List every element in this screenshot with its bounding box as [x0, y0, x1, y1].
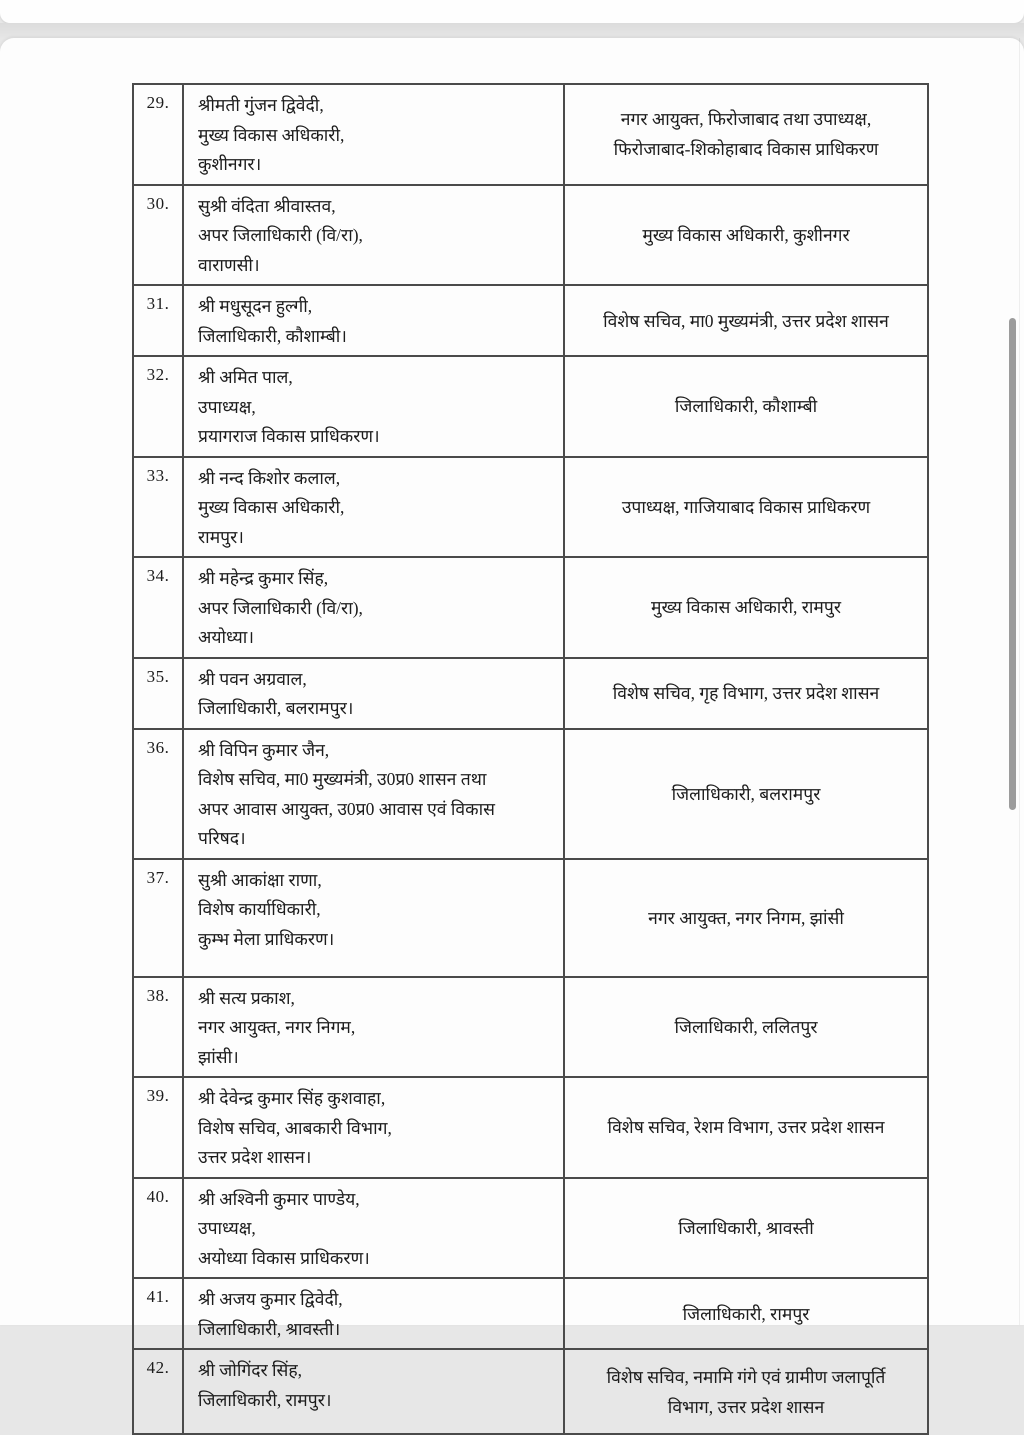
officer-line: झांसी। [198, 1046, 239, 1067]
table-row [133, 457, 928, 558]
officer-line: विशेष सचिव, आबकारी विभाग, [198, 1117, 392, 1138]
serial-number: 34. [133, 557, 183, 658]
new-posting-cell [564, 1178, 928, 1279]
new-posting-cell [564, 729, 928, 859]
new-posting-cell [564, 859, 928, 977]
posting-text: नगर आयुक्त, फिरोजाबाद तथा उपाध्यक्ष, फिरोजाबाद-शिकोहाबाद विकास प्राधिकरण [613, 109, 879, 160]
officer-lines [198, 736, 555, 854]
posting-text: जिलाधिकारी, कौशाम्बी [674, 396, 818, 417]
officer-lines [198, 665, 555, 724]
posting-text: जिलाधिकारी, श्रावस्ती [678, 1217, 814, 1238]
table-row [133, 285, 928, 356]
officer-line: उपाध्यक्ष, [198, 1218, 256, 1238]
officer-line: श्री मधुसूदन हुल्गी, [198, 296, 313, 316]
officer-lines [198, 192, 555, 281]
officer-line: जिलाधिकारी, कौशाम्बी। [198, 325, 347, 346]
posting-text: विशेष सचिव, नमामि गंगे एवं ग्रामीण जलापूर्ति विभाग, उत्तर प्रदेश शासन [606, 1366, 886, 1417]
new-posting-cell [564, 356, 928, 457]
previous-page-edge [0, 0, 1024, 23]
officer-line: श्री विपिन कुमार जैन, [198, 739, 330, 760]
officer-line: श्री देवेन्द्र कुमार सिंह कुशवाहा, [198, 1088, 386, 1108]
table-row [133, 977, 928, 1078]
posting-text: नगर आयुक्त, नगर निगम, झांसी [648, 907, 844, 928]
officer-cell [183, 1178, 564, 1279]
table-row [133, 557, 928, 658]
officer-line: सुश्री आकांक्षा राणा, [198, 869, 322, 890]
officer-line: श्री अश्विनी कुमार पाण्डेय, [198, 1188, 360, 1209]
posting-text: विशेष सचिव, रेशम विभाग, उत्तर प्रदेश शासन [607, 1117, 885, 1138]
new-posting-cell [564, 557, 928, 658]
officer-line: रामपुर। [198, 526, 244, 547]
officer-lines [198, 984, 555, 1073]
officer-line: परिषद। [198, 828, 246, 848]
officer-lines [198, 564, 555, 653]
new-posting-cell [564, 977, 928, 1078]
table-row [133, 185, 928, 286]
new-posting-cell [564, 285, 928, 356]
officer-line: श्री महेन्द्र कुमार सिंह, [198, 568, 329, 588]
officer-line: मुख्य विकास अधिकारी, [198, 497, 345, 517]
posting-text: मुख्य विकास अधिकारी, रामपुर [651, 597, 841, 618]
serial-number: 42. [133, 1349, 183, 1434]
serial-number: 32. [133, 356, 183, 457]
officer-line: अयोध्या। [198, 627, 254, 647]
new-posting-cell [564, 1349, 928, 1434]
posting-text: मुख्य विकास अधिकारी, कुशीनगर [642, 224, 850, 245]
officer-line: श्री नन्द किशोर कलाल, [198, 467, 341, 488]
serial-number: 35. [133, 658, 183, 729]
officer-line: अपर आवास आयुक्त, उ0प्र0 आवास एवं विकास [198, 798, 495, 819]
officer-cell [183, 84, 564, 185]
officer-line: जिलाधिकारी, बलरामपुर। [198, 698, 354, 718]
officer-lines [198, 464, 555, 553]
page-gap [0, 23, 1024, 38]
officer-line: कुम्भ मेला प्राधिकरण। [198, 928, 335, 949]
table-row [133, 729, 928, 859]
serial-number: 36. [133, 729, 183, 859]
officer-cell [183, 457, 564, 558]
officer-line: अपर जिलाधिकारी (वि/रा), [198, 225, 363, 245]
posting-text: विशेष सचिव, मा0 मुख्यमंत्री, उत्तर प्रदेश शासन [603, 310, 889, 331]
officer-line: नगर आयुक्त, नगर निगम, [198, 1017, 356, 1037]
officer-lines [198, 1185, 555, 1274]
serial-number: 40. [133, 1178, 183, 1279]
officer-line: सुश्री वंदिता श्रीवास्तव, [198, 195, 336, 216]
officer-cell [183, 1349, 564, 1434]
officer-line: श्री अमित पाल, [198, 367, 293, 387]
officer-cell [183, 1077, 564, 1178]
officer-line: श्री पवन अग्रवाल, [198, 668, 307, 689]
officer-lines [198, 866, 555, 955]
officer-cell [183, 658, 564, 729]
transfer-list-table [132, 83, 929, 1435]
officer-line: श्री जोगिंदर सिंह, [198, 1360, 303, 1380]
officer-lines [198, 1356, 555, 1415]
new-posting-cell [564, 658, 928, 729]
officer-line: अयोध्या विकास प्राधिकरण। [198, 1247, 370, 1268]
document-page [0, 38, 1024, 1417]
officer-line: जिलाधिकारी, रामपुर। [198, 1389, 332, 1410]
new-posting-cell [564, 457, 928, 558]
table-row [133, 1178, 928, 1279]
new-posting-cell [564, 1278, 928, 1349]
officer-line: प्रयागराज विकास प्राधिकरण। [198, 426, 380, 446]
posting-text: उपाध्यक्ष, गाजियाबाद विकास प्राधिकरण [621, 496, 871, 517]
officer-cell [183, 185, 564, 286]
officer-cell [183, 1278, 564, 1349]
serial-number: 39. [133, 1077, 183, 1178]
officer-line: श्रीमती गुंजन द्विवेदी, [198, 95, 324, 115]
serial-number: 38. [133, 977, 183, 1078]
officer-cell [183, 285, 564, 356]
officer-line: कुशीनगर। [198, 154, 262, 174]
transfer-list-body [133, 84, 928, 1434]
serial-number: 41. [133, 1278, 183, 1349]
serial-number: 33. [133, 457, 183, 558]
posting-text: विशेष सचिव, गृह विभाग, उत्तर प्रदेश शासन [612, 683, 880, 703]
posting-text: जिलाधिकारी, ललितपुर [674, 1016, 818, 1037]
officer-line: उपाध्यक्ष, [198, 396, 256, 417]
officer-lines [198, 292, 555, 351]
officer-lines [198, 1285, 555, 1344]
serial-number: 29. [133, 84, 183, 185]
officer-cell [183, 859, 564, 977]
officer-line: जिलाधिकारी, श्रावस्ती। [198, 1318, 341, 1339]
officer-line: मुख्य विकास अधिकारी, [198, 124, 345, 145]
table-row [133, 84, 928, 185]
serial-number: 30. [133, 185, 183, 286]
officer-line: विशेष सचिव, मा0 मुख्यमंत्री, उ0प्र0 शासन तथा [198, 769, 487, 789]
officer-lines [198, 363, 555, 452]
scrollbar-thumb[interactable] [1009, 318, 1016, 810]
officer-line: वाराणसी। [198, 254, 260, 275]
new-posting-cell [564, 84, 928, 185]
officer-cell [183, 356, 564, 457]
officer-line: श्री अजय कुमार द्विवेदी, [198, 1289, 343, 1309]
posting-text: जिलाधिकारी, रामपुर [682, 1303, 810, 1324]
table-row [133, 859, 928, 977]
officer-line: विशेष कार्याधिकारी, [198, 899, 321, 919]
table-row [133, 1349, 928, 1434]
table-row [133, 658, 928, 729]
new-posting-cell [564, 185, 928, 286]
officer-line: उत्तर प्रदेश शासन। [198, 1147, 312, 1167]
officer-cell [183, 557, 564, 658]
officer-lines [198, 91, 555, 180]
table-row [133, 1077, 928, 1178]
table-row [133, 1278, 928, 1349]
serial-number: 31. [133, 285, 183, 356]
officer-cell [183, 977, 564, 1078]
officer-cell [183, 729, 564, 859]
new-posting-cell [564, 1077, 928, 1178]
serial-number: 37. [133, 859, 183, 977]
officer-line: अपर जिलाधिकारी (वि/रा), [198, 597, 363, 618]
table-row [133, 356, 928, 457]
officer-lines [198, 1084, 555, 1173]
officer-line: श्री सत्य प्रकाश, [198, 987, 295, 1008]
posting-text: जिलाधिकारी, बलरामपुर [671, 783, 821, 804]
